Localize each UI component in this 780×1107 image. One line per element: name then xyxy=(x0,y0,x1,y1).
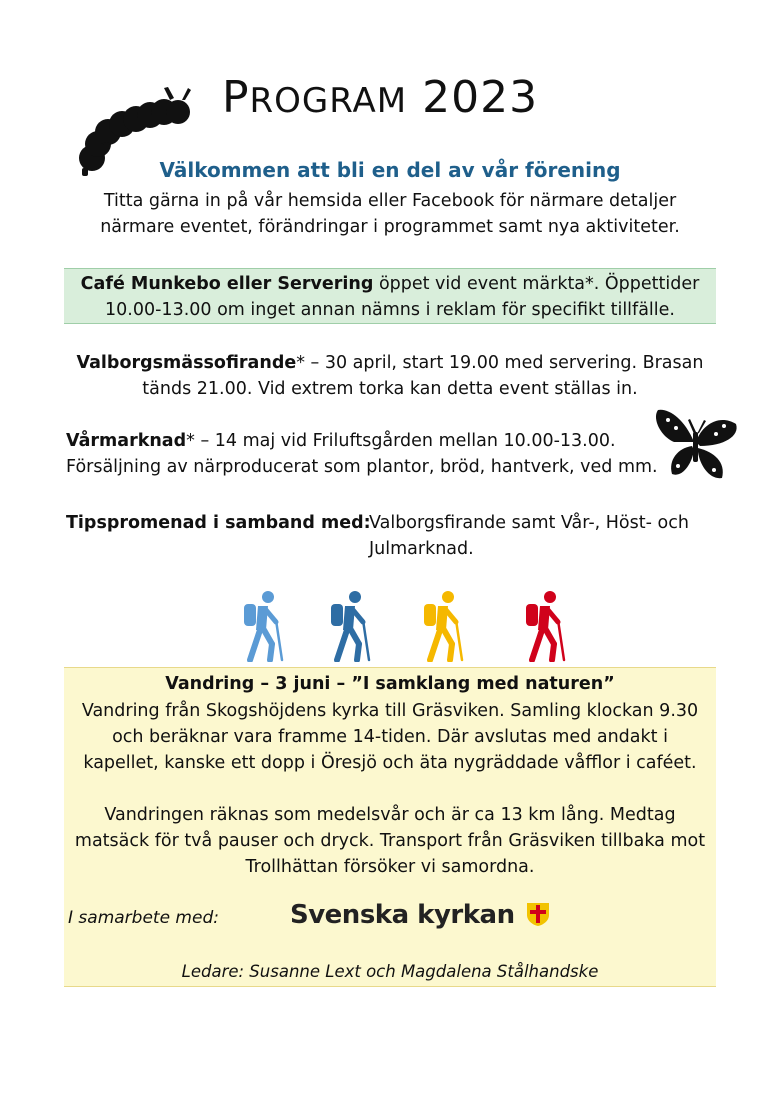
hike-detail-3: Trollhättan försöker vi samordna. xyxy=(245,857,535,877)
cafe-text: öppet vid event märkta*. Öppettider xyxy=(373,274,700,294)
hike-line-2: och beräknar vara framme 14-tiden. Där avslutas med andakt i xyxy=(112,727,668,747)
church-crest-icon xyxy=(525,901,551,927)
hiker-icon xyxy=(418,590,468,662)
cafe-hours: 10.00-13.00 om inget annan nämns i reklam för specifikt tillfälle. xyxy=(105,300,675,320)
intro-line-1: Titta gärna in på vår hemsida eller Facebook för närmare detaljer xyxy=(103,191,677,211)
cooperation-label: I samarbete med: xyxy=(68,908,219,928)
hike-line-3: kapellet, kanske ett dopp i Öresjö och äta nygräddade våfflor i caféet. xyxy=(83,753,697,773)
tips-label: Tipspromenad i samband med: xyxy=(66,513,371,533)
leaders: Ledare: Susanne Lext och Magdalena Stålhandske xyxy=(181,962,599,981)
hike-details xyxy=(64,802,716,880)
tips-text xyxy=(369,510,719,562)
varmarknad-heading: Vårmarknad xyxy=(66,431,187,451)
varmarknad-note: Försäljning av närproducerat som plantor, bröd, hantverk, ved mm. xyxy=(66,457,658,477)
welcome-heading: Välkommen att bli en del av vår förening xyxy=(159,158,621,182)
svenska-kyrkan-wordmark: Svenska kyrkan xyxy=(290,900,515,930)
cafe-info-box xyxy=(64,268,716,324)
event-valborg xyxy=(64,350,716,402)
hike-description xyxy=(64,698,716,776)
hiker-icon xyxy=(520,590,570,662)
tips-line-1: Valborgsfirande samt Vår-, Höst- och xyxy=(369,513,689,533)
hiker-icon xyxy=(325,590,375,662)
intro-text xyxy=(60,188,720,240)
intro-line-2: närmare eventet, förändringar i programmet samt nya aktiviteter. xyxy=(100,217,680,237)
hike-detail-2: matsäck för två pauser och dryck. Transport från Gräsviken tillbaka mot xyxy=(74,831,706,851)
event-varmarknad xyxy=(66,428,686,480)
butterfly-icon xyxy=(654,408,740,480)
hiker-icon xyxy=(238,590,288,662)
svenska-kyrkan-logo xyxy=(290,900,551,930)
cafe-heading: Café Munkebo eller Servering xyxy=(80,274,374,294)
hike-title: Vandring – 3 juni – ”I samklang med naturen” xyxy=(165,674,615,694)
valborg-heading: Valborgsmässofirande xyxy=(76,353,297,373)
page-title: PROGRAM 2023 xyxy=(222,72,539,123)
hike-line-1: Vandring från Skogshöjdens kyrka till Gräsviken. Samling klockan 9.30 xyxy=(81,701,699,721)
hike-info-box xyxy=(64,667,716,987)
valborg-note: tänds 21.00. Vid extrem torka kan detta event ställas in. xyxy=(142,379,638,399)
tips-line-2: Julmarknad. xyxy=(369,539,474,559)
varmarknad-text: * – 14 maj vid Friluftsgården mellan 10.00-13.00. xyxy=(186,431,616,451)
hike-detail-1: Vandringen räknas som medelsvår och är ca 13 km lång. Medtag xyxy=(104,805,676,825)
valborg-text: * – 30 april, start 19.00 med servering. Brasan xyxy=(296,353,704,373)
